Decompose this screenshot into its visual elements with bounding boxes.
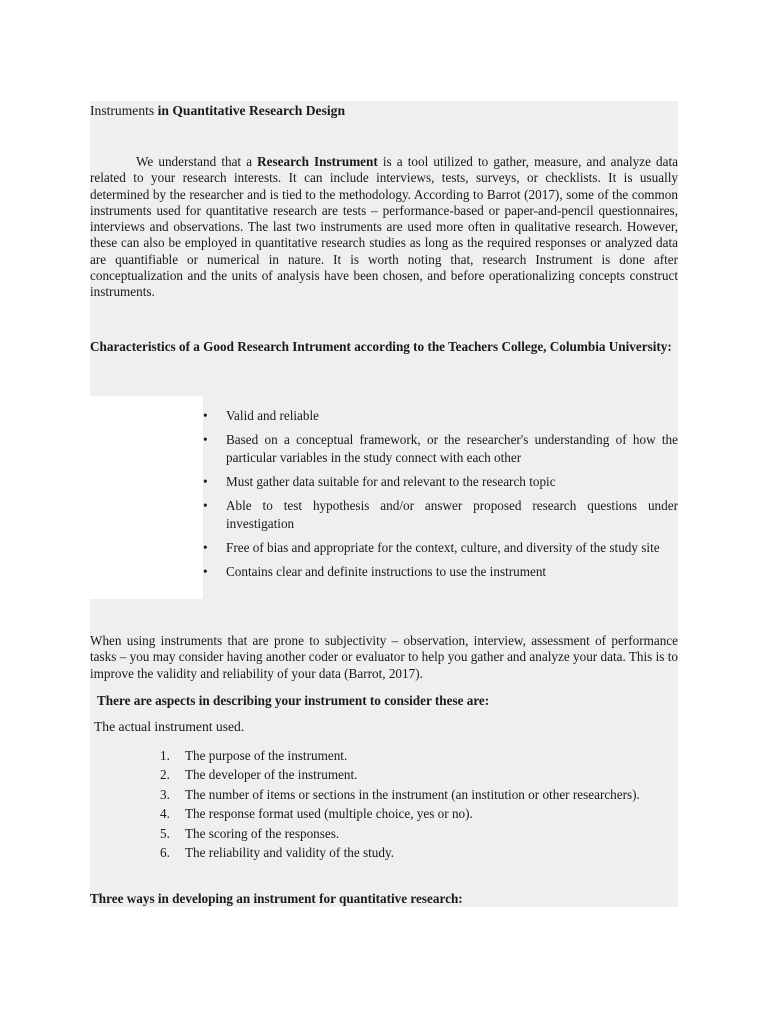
list-item (203, 473, 678, 491)
characteristics-heading: Characteristics of a Good Research Intrument according to the Teachers College, Columbia University: (90, 339, 672, 354)
intro-lead: We understand that a (136, 154, 258, 169)
list-item (203, 497, 678, 532)
bullet-icon: • (203, 564, 208, 580)
title-plain: Instruments (90, 103, 158, 118)
item-number: 6. (160, 845, 170, 861)
list-item-text: The developer of the instrument. (185, 767, 358, 783)
list-item (160, 825, 678, 843)
item-number: 3. (160, 786, 170, 802)
item-number: 2. (160, 767, 170, 783)
list-item-text: The purpose of the instrument. (185, 748, 348, 763)
document-title (90, 103, 678, 119)
intro-body: is a tool utilized to gather, measure, and analyze data related to your research interests. It can include interviews, tests, surveys, or checklists. It is usually determined by the researcher and is tied to the methodology. According to Barrot (2017), some of the common instruments used for quantitative research are tests – performance-based or paper-and-pencil questionnaires, interviews and observations. The last two instruments are used more often in qualitative research. However, these can also be employed in quantitative research studies as long as the required responses or analyzed data are quantifiable or numerical in nature. It is worth noting that, research Instrument is done after conceptualization and the units of analysis have been chosen, and before operationalizing concepts construct instruments. (90, 154, 678, 300)
list-item-text: The scoring of the responses. (185, 825, 340, 841)
list-item (160, 844, 678, 862)
three-ways-heading: Three ways in developing an instrument for quantitative research: (90, 891, 463, 906)
list-item-text: Based on a conceptual framework, or the researcher's understanding of how the particular variables in the study connect with each other (226, 432, 678, 465)
list-item-text: Free of bias and appropriate for the context, culture, and diversity of the study site (226, 539, 660, 555)
intro-paragraph (90, 154, 678, 301)
list-item (160, 747, 678, 765)
list-item (203, 431, 678, 466)
list-item (203, 539, 678, 557)
list-item-text: The reliability and validity of the study. (185, 845, 394, 861)
list-item-text: The response format used (multiple choice, yes or no). (185, 806, 473, 822)
aspects-lead: The actual instrument used. (94, 719, 245, 734)
aspects-list (160, 747, 678, 864)
list-item-text: Contains clear and definite instructions to use the instrument (226, 564, 547, 580)
list-item (160, 805, 678, 823)
characteristics-list (203, 407, 678, 587)
list-item-text: Must gather data suitable for and relevant to the research topic (226, 473, 556, 489)
list-item (203, 563, 678, 581)
subjectivity-paragraph: When using instruments that are prone to subjectivity – observation, interview, assessment of performance tasks – you may consider having another coder or evaluator to help you gather and analyze your data. This is to improve the validity and reliability of your data (Barrot, 2017). (90, 633, 678, 681)
bullet-icon: • (203, 432, 208, 448)
list-item (160, 766, 678, 784)
bullet-icon: • (203, 473, 208, 489)
list-item (160, 786, 678, 804)
title-bold: in Quantitative Research Design (157, 103, 346, 118)
list-item-text: Able to test hypothesis and/or answer proposed research questions under investigation (226, 498, 678, 531)
aspects-heading: There are aspects in describing your instrument to consider these are: (97, 693, 490, 708)
list-item-text: The number of items or sections in the instrument (an institution or other researchers). (185, 786, 640, 802)
list-item (203, 407, 678, 425)
bullet-icon: • (203, 539, 208, 555)
item-number: 1. (160, 748, 170, 763)
item-number: 5. (160, 825, 170, 841)
bullet-icon: • (203, 498, 208, 514)
bullet-icon: • (203, 408, 208, 423)
list-item-text: Valid and reliable (226, 408, 320, 423)
intro-term: Research Instrument (257, 154, 378, 169)
item-number: 4. (160, 806, 170, 822)
